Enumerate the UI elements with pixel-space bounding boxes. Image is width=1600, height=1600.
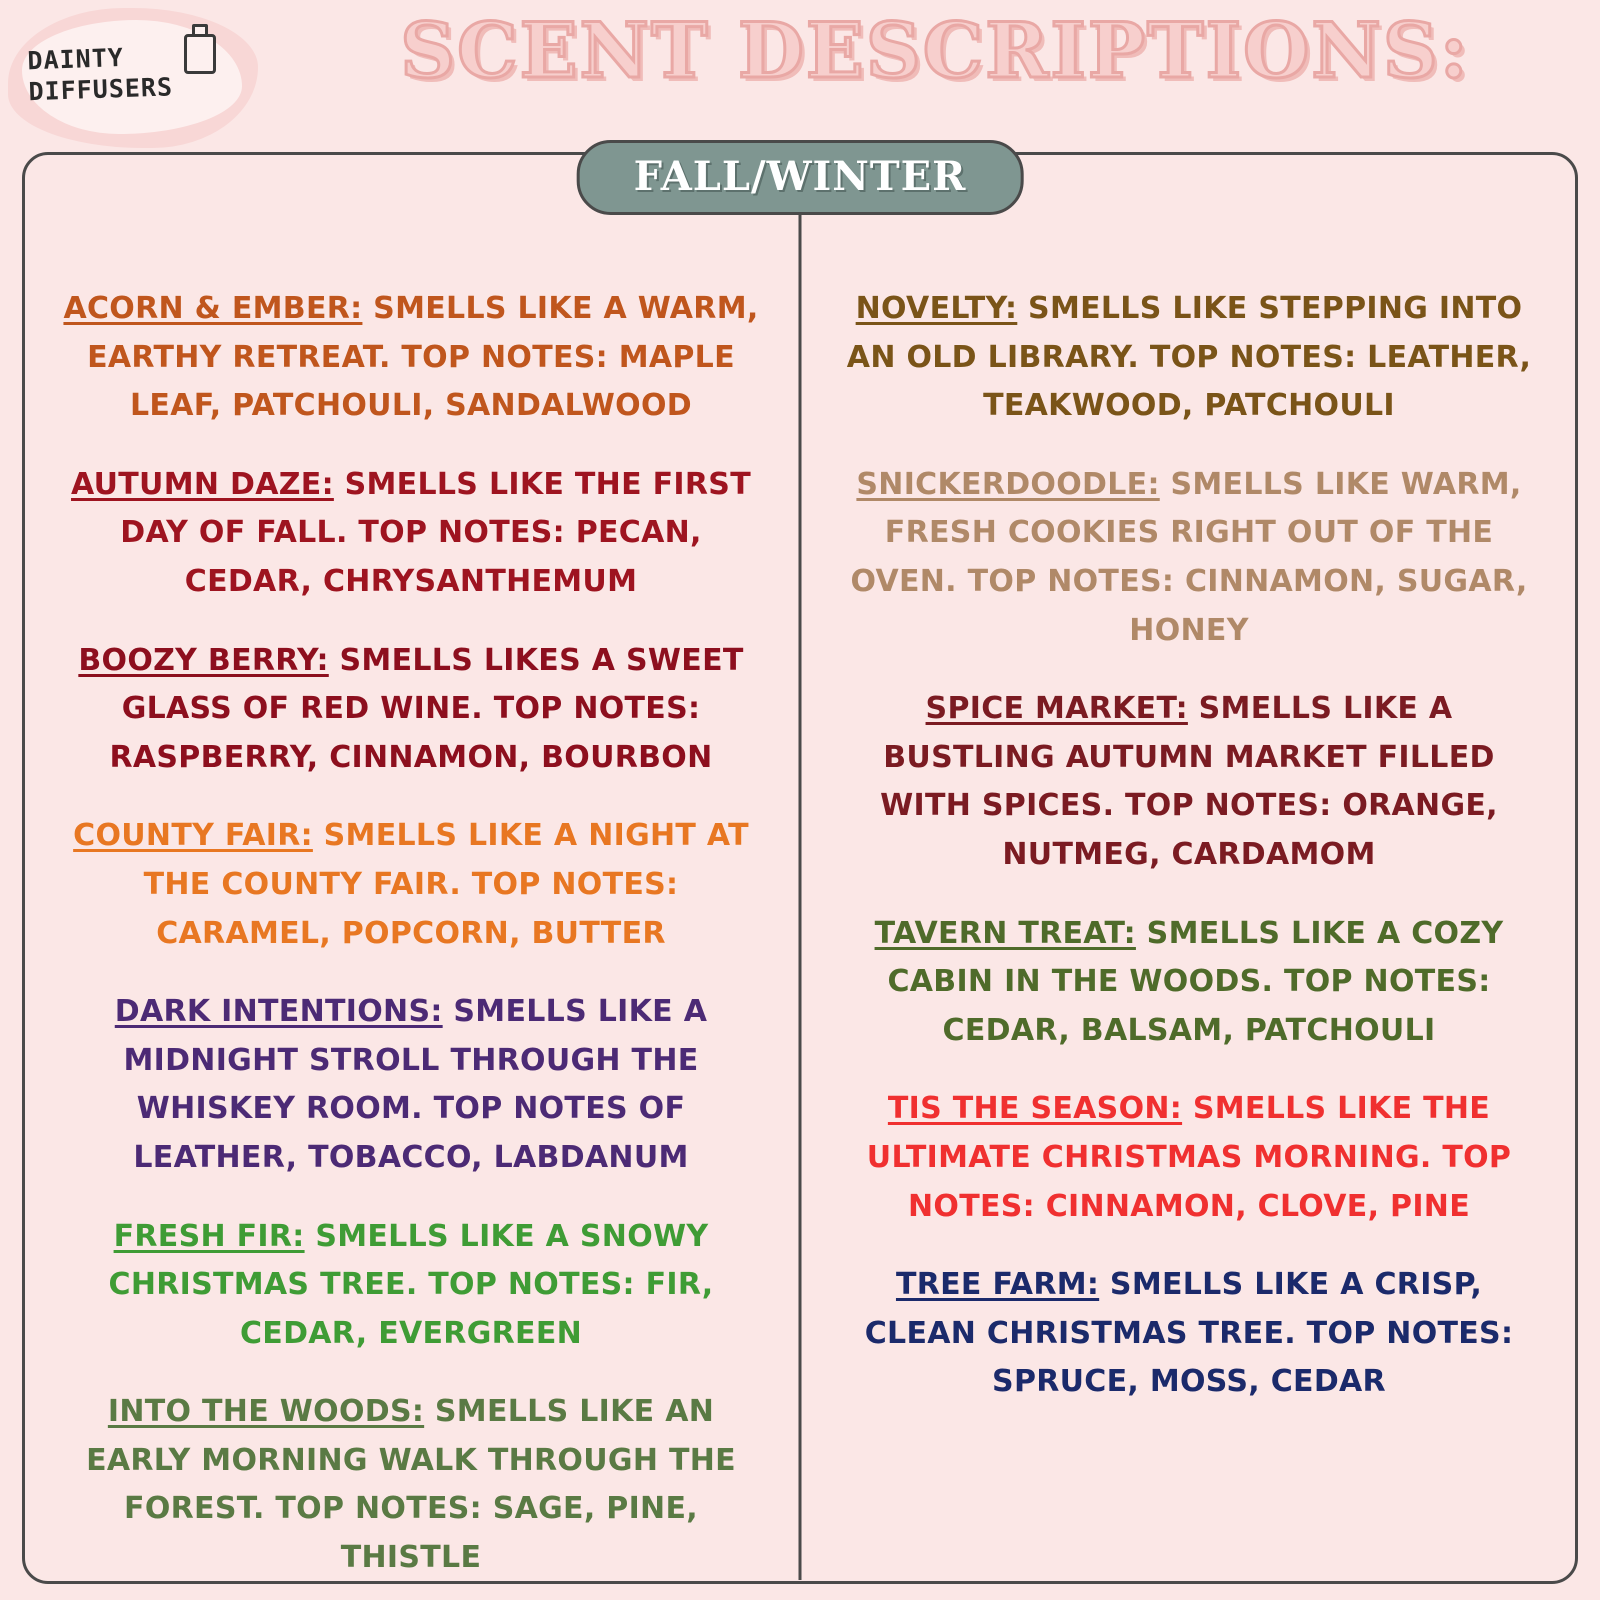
scent-entry [58, 812, 764, 958]
scent-name: INTO THE WOODS: [107, 1394, 425, 1430]
scent-description: SMELLS LIKE A NIGHT AT THE COUNTY FAIR. TOP NOTES: CARAMEL, POPCORN, BUTTER [143, 818, 749, 951]
scent-description: SMELLS LIKE WARM, FRESH COOKIES RIGHT OUT OF THE OVEN. TOP NOTES: CINNAMON, SUGAR, HONEY [850, 466, 1528, 648]
scent-name: BOOZY BERRY: [78, 642, 329, 678]
scent-description: SMELLS LIKE STEPPING INTO AN OLD LIBRARY. TOP NOTES: LEATHER, TEAKWOOD, PATCHOULI [846, 291, 1532, 424]
scent-description: SMELLS LIKE THE FIRST DAY OF FALL. TOP NOTES: PECAN, CEDAR, CHRYSANTHEMUM [120, 466, 751, 599]
scent-name: TAVERN TREAT: [874, 915, 1136, 951]
scent-description: SMELLS LIKES A SWEET GLASS OF RED WINE. TOP NOTES: RASPBERRY, CINNAMON, BOURBON [109, 642, 744, 775]
scent-description: SMELLS LIKE A WARM, EARTHY RETREAT. TOP NOTES: MAPLE LEAF, PATCHOULI, SANDALWOOD [87, 291, 759, 424]
season-badge: FALL/WINTER [577, 140, 1024, 215]
scent-name: TIS THE SEASON: [887, 1091, 1183, 1127]
scent-entry [58, 461, 764, 607]
scent-description: SMELLS LIKE AN EARLY MORNING WALK THROUGH THE FOREST. TOP NOTES: SAGE, PINE, THISTLE [86, 1394, 736, 1576]
scent-description: SMELLS LIKE A MIDNIGHT STROLL THROUGH THE WHISKEY ROOM. TOP NOTES OF LEATHER, TOBACCO, LABDANUM [123, 994, 708, 1175]
page-title: SCENT DESCRIPTIONS: [400, 6, 1470, 95]
logo-wordmark [27, 39, 219, 108]
scent-name: TREE FARM: [895, 1267, 1100, 1303]
scent-entry [58, 285, 764, 431]
scent-entry [836, 461, 1542, 655]
scent-name: COUNTY FAIR: [73, 818, 313, 854]
scent-description: SMELLS LIKE A COZY CABIN IN THE WOODS. TOP NOTES: CEDAR, BALSAM, PATCHOULI [887, 915, 1504, 1048]
scent-column-left [22, 255, 800, 1587]
scent-name: FRESH FIR: [113, 1218, 305, 1254]
scent-entry [58, 1388, 764, 1582]
scent-column-right [800, 255, 1578, 1587]
logo-line-1: DAINTY [27, 42, 125, 76]
scent-name: SPICE MARKET: [925, 691, 1188, 727]
scent-entry [836, 1261, 1542, 1407]
scent-columns [22, 255, 1578, 1587]
scent-entry [836, 910, 1542, 1056]
scent-entry [836, 285, 1542, 431]
scent-entry [836, 1085, 1542, 1231]
logo-line-2: DIFFUSERS [28, 72, 174, 107]
scent-name: DARK INTENTIONS: [114, 994, 443, 1030]
scent-name: AUTUMN DAZE: [71, 466, 334, 502]
scent-entry [836, 685, 1542, 879]
scent-entry [58, 1213, 764, 1359]
brand-logo [8, 8, 258, 148]
scent-description: SMELLS LIKE A SNOWY CHRISTMAS TREE. TOP NOTES: FIR, CEDAR, EVERGREEN [108, 1218, 714, 1351]
scent-description: SMELLS LIKE A CRISP, CLEAN CHRISTMAS TREE. TOP NOTES: SPRUCE, MOSS, CEDAR [864, 1267, 1514, 1400]
scent-name: NOVELTY: [855, 291, 1018, 326]
scent-entry [58, 988, 764, 1182]
scent-description: SMELLS LIKE A BUSTLING AUTUMN MARKET FILLED WITH SPICES. TOP NOTES: ORANGE, NUTMEG, CARDAMOM [880, 691, 1498, 872]
scent-entry [58, 637, 764, 783]
scent-name: ACORN & EMBER: [63, 291, 363, 326]
scent-name: SNICKERDOODLE: [856, 466, 1160, 502]
scent-description: SMELLS LIKE THE ULTIMATE CHRISTMAS MORNING. TOP NOTES: CINNAMON, CLOVE, PINE [866, 1091, 1512, 1224]
